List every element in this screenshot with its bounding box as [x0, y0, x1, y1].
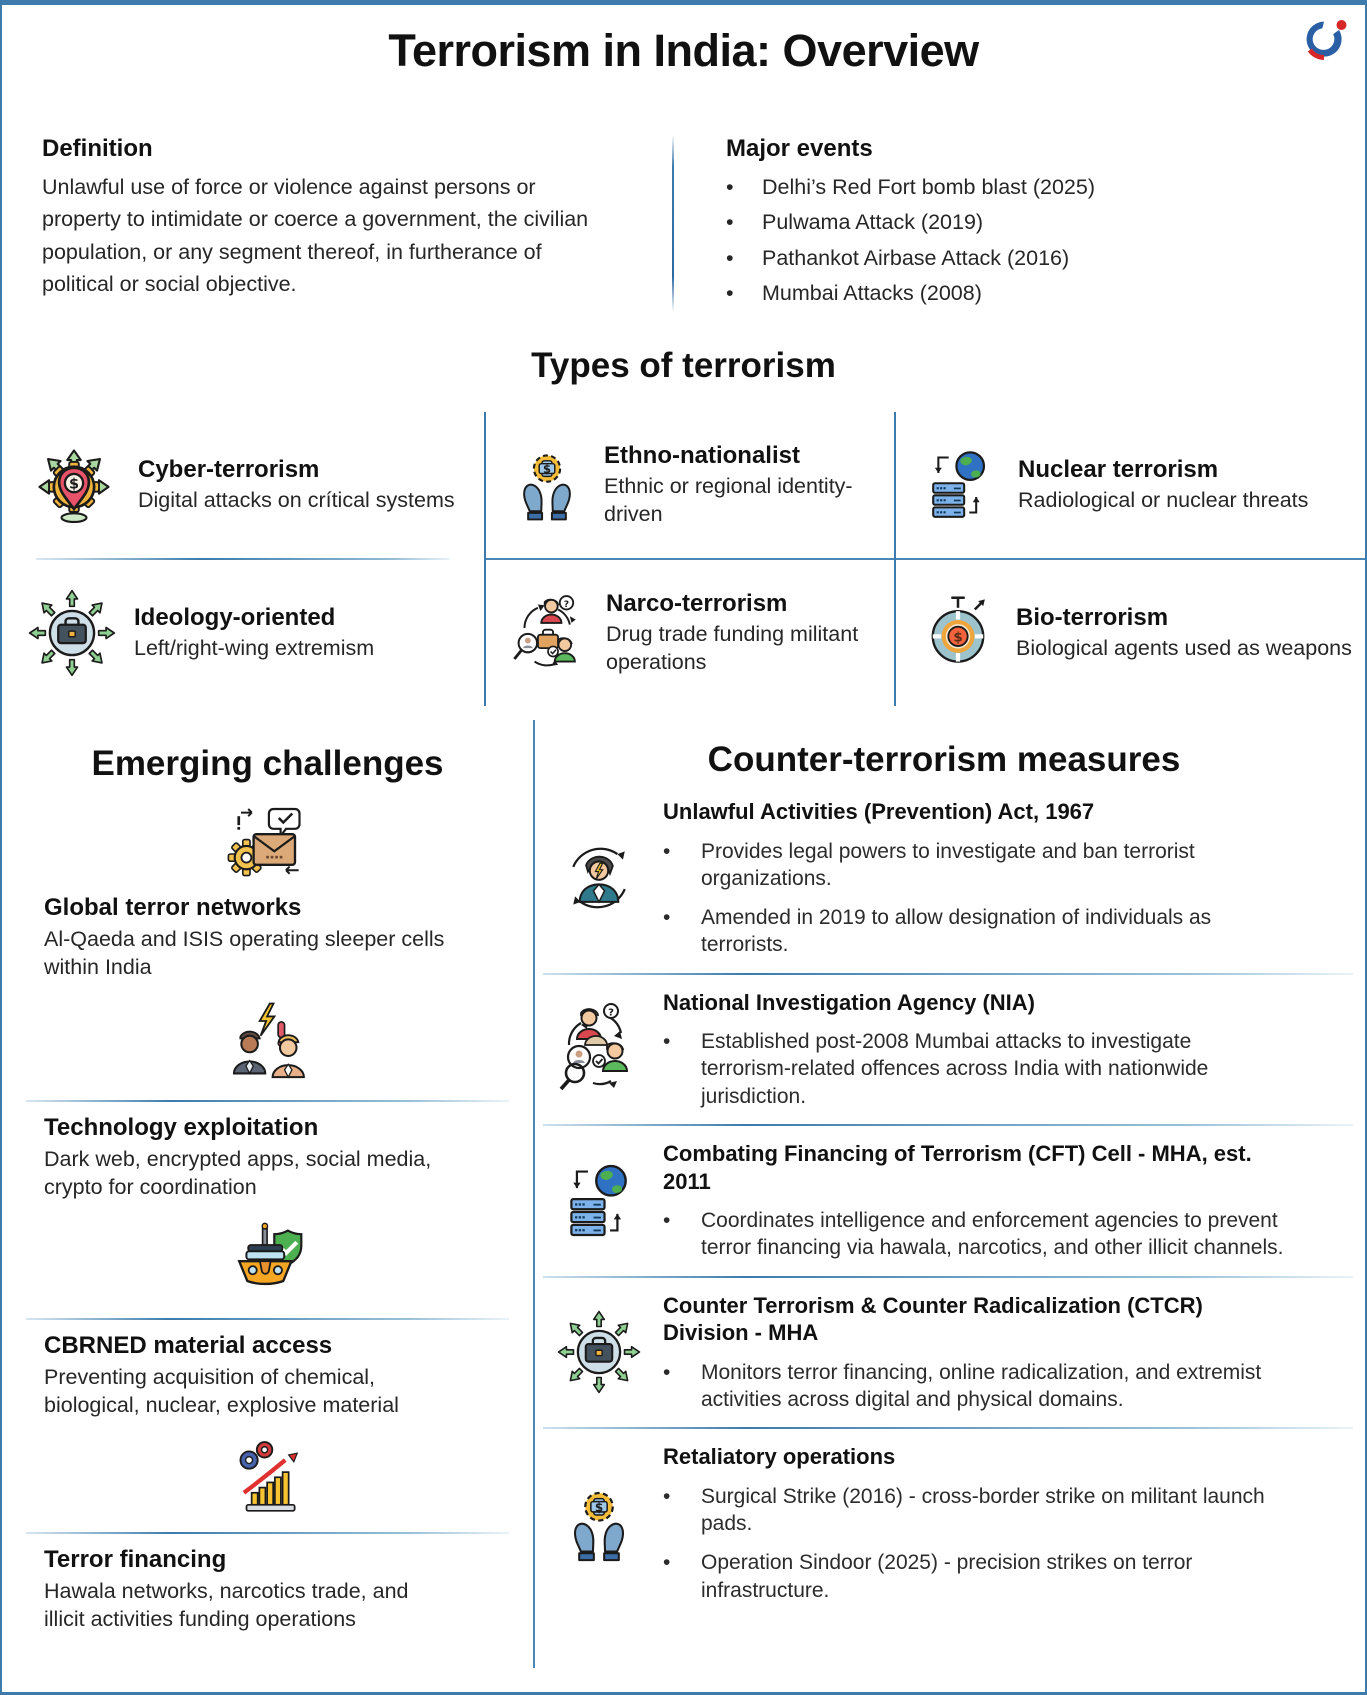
measure-title: Counter Terrorism & Counter Radicalization (CTCR) Division - MHA — [663, 1292, 1203, 1346]
type-title: Ideology-oriented — [134, 603, 336, 631]
measure-item-cft — [535, 1134, 1353, 1268]
challenge-desc: Al-Qaeda and ISIS operating sleeper cells within India — [44, 927, 445, 979]
measure-item-retaliatory — [535, 1437, 1353, 1610]
type-card-ideology — [2, 560, 484, 706]
challenge-desc: Preventing acquisition of chemical, biological, nuclear, explosive material — [44, 1364, 399, 1417]
type-desc: Radiological or nuclear threats — [1018, 487, 1309, 512]
overview-row — [42, 135, 1325, 312]
event-text: • Pulwama Attack (2019) — [762, 210, 984, 235]
biohazard-gauge-icon — [916, 591, 1000, 675]
ship-shield-icon — [223, 1218, 313, 1308]
divider — [543, 1427, 1353, 1429]
major-events-block — [674, 135, 1095, 312]
type-title: Cyber-terrorism — [138, 455, 320, 483]
type-title: Bio-terrorism — [1016, 603, 1169, 631]
challenge-desc: Hawala networks, narcotics trade, and illicit activities funding operations — [44, 1578, 409, 1631]
measure-bullet: • Established post-2008 Mumbai attacks to investigate terrorism-related offences across India with nationwide jurisdiction. — [701, 1030, 1209, 1108]
measure-bullet: • Surgical Strike (2016) - cross-border strike on militant launch pads. — [701, 1484, 1265, 1536]
divider — [26, 1318, 509, 1320]
type-title: Ethno-nationalist — [604, 441, 800, 469]
hands-dollar-badge-icon — [506, 444, 588, 526]
challenges-heading: Emerging challenges — [91, 744, 444, 783]
chart-gears-icon — [225, 1436, 311, 1522]
challenge-title: CBRNED material access — [44, 1331, 333, 1359]
measure-bullet: • Amended in 2019 to allow designation of individuals as terrorists. — [701, 906, 1212, 957]
list-item — [663, 1549, 1349, 1604]
hands-dollar-badge-icon — [556, 1481, 642, 1567]
list-item — [663, 1028, 1349, 1110]
measures-heading: Counter-terrorism measures — [707, 740, 1181, 779]
type-card-nuclear — [896, 412, 1365, 558]
types-section — [2, 346, 1365, 706]
type-desc: Ethnic or regional identity-driven — [604, 473, 853, 526]
measure-title: Combating Financing of Terrorism (CFT) Cell - MHA, est. 2011 — [663, 1141, 1252, 1194]
measure-title: National Investigation Agency (NIA) — [663, 989, 1036, 1015]
measure-title: Unlawful Activities (Prevention) Act, 1967 — [663, 799, 1095, 824]
page-title: Terrorism in India: Overview — [388, 25, 979, 76]
type-card-bio — [896, 560, 1365, 706]
types-column-1 — [2, 412, 484, 706]
challenge-item-financing — [2, 1546, 533, 1634]
event-text: • Pathankot Airbase Attack (2016) — [762, 245, 1070, 270]
people-alert-icon — [222, 998, 314, 1090]
measure-bullet: • Provides legal powers to investigate and ban terrorist organizations. — [701, 839, 1195, 890]
list-item — [663, 904, 1349, 959]
person-refresh-icon — [553, 832, 645, 924]
challenge-title: Terror financing — [44, 1545, 227, 1573]
list-item — [663, 1483, 1349, 1538]
gear-pin-arrows-icon — [26, 437, 122, 533]
divider — [543, 1124, 1353, 1126]
major-events-list — [726, 171, 1095, 309]
list-item — [726, 242, 1095, 274]
type-card-ethno — [486, 412, 894, 558]
types-column-2 — [484, 412, 894, 706]
definition-block — [42, 135, 627, 312]
event-text: • Mumbai Attacks (2008) — [762, 280, 982, 305]
types-column-3 — [894, 412, 1365, 706]
measure-bullet: • Operation Sindoor (2025) - precision strikes on terror infrastructure. — [701, 1551, 1193, 1602]
type-desc: Drug trade funding militant operations — [606, 621, 859, 674]
type-desc: Left/right-wing extremism — [134, 635, 375, 660]
people-magnifier-icon — [549, 999, 649, 1099]
list-item — [663, 838, 1349, 893]
measure-title: Retaliatory operations — [663, 1444, 896, 1470]
people-trade-cycle-icon — [506, 591, 590, 675]
challenge-desc: Dark web, encrypted apps, social media, crypto for coordination — [44, 1146, 432, 1199]
measure-item-nia — [535, 983, 1353, 1116]
list-item — [663, 1207, 1349, 1262]
list-item — [663, 1359, 1349, 1414]
bottom-row — [2, 720, 1365, 1668]
challenge-item-cbrned — [2, 1332, 533, 1420]
divider — [543, 973, 1353, 975]
divider — [26, 1532, 509, 1534]
definition-body: Unlawful use of force or violence against persons or property to intimidate or coerce a government, the civilian population, or any segment thereof, in furtherance of political or social objective. — [42, 175, 589, 296]
type-title: Nuclear terrorism — [1018, 455, 1219, 483]
type-card-narco — [486, 560, 894, 706]
briefcase-circle-arrows-icon — [26, 587, 118, 679]
list-item — [726, 171, 1095, 203]
brand-logo-icon — [1299, 15, 1349, 65]
types-heading: Types of terrorism — [531, 346, 836, 385]
list-item — [726, 277, 1095, 309]
list-item — [726, 206, 1095, 238]
definition-heading: Definition — [42, 135, 153, 162]
major-events-heading: Major events — [726, 135, 873, 162]
type-title: Narco-terrorism — [606, 589, 788, 617]
envelope-gear-icon — [223, 800, 313, 890]
type-card-cyber — [2, 412, 484, 558]
divider — [543, 1276, 1353, 1278]
server-globe-icon — [553, 1155, 645, 1247]
counter-terrorism-section — [535, 720, 1365, 1668]
briefcase-circle-arrows-icon — [555, 1308, 643, 1396]
divider — [26, 1100, 509, 1102]
measure-item-uapa — [535, 792, 1353, 965]
type-desc: Biological agents used as weapons — [1016, 635, 1352, 660]
challenge-title: Technology exploitation — [44, 1113, 319, 1141]
challenge-item-global-networks — [2, 894, 533, 982]
measure-item-ctcr — [535, 1286, 1353, 1420]
types-grid — [2, 412, 1365, 706]
type-desc: Digital attacks on crítical systems — [138, 487, 455, 512]
emerging-challenges-section — [2, 720, 535, 1668]
server-globe-icon — [916, 442, 1002, 528]
challenge-title: Global terror networks — [44, 894, 302, 921]
challenge-item-technology — [2, 1114, 533, 1202]
event-text: • Delhi’s Red Fort bomb blast (2025) — [762, 175, 1096, 199]
measure-bullet: • Coordinates intelligence and enforcement agencies to prevent terror financing via hawala, narcotics, and other illicit channels. — [701, 1209, 1284, 1260]
measure-bullet: • Monitors terror financing, online radicalization, and extremist activities across digital and physical domains. — [701, 1360, 1262, 1411]
